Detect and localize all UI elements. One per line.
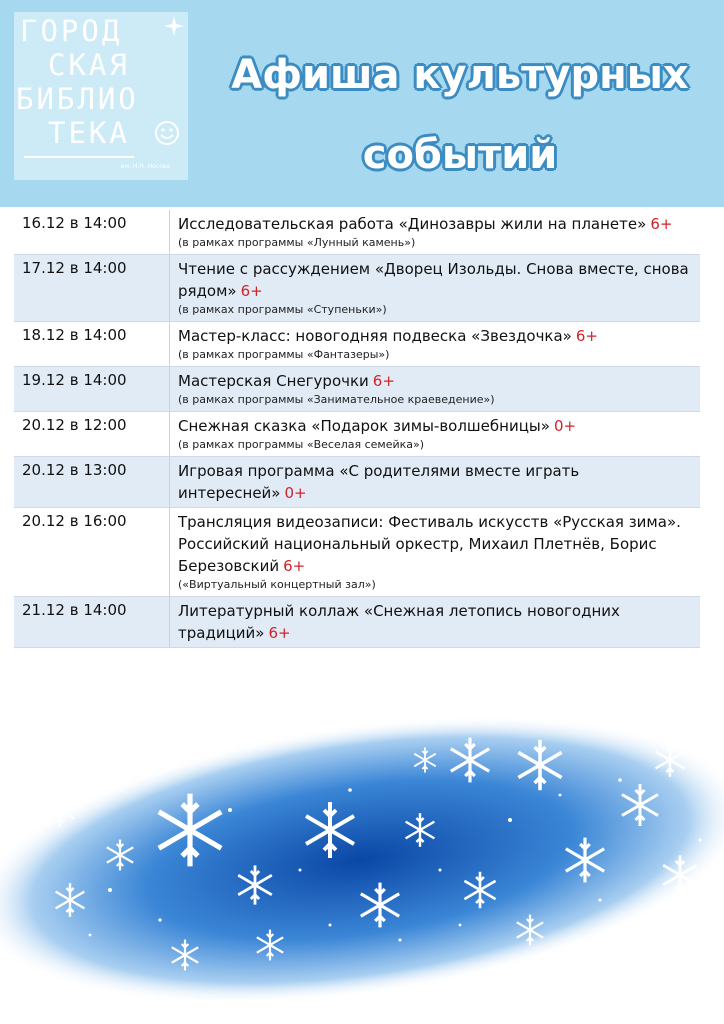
event-date: 16.12 в 14:00 [14,210,170,254]
event-date: 21.12 в 14:00 [14,597,170,647]
logo-line-2: СКАЯ [48,48,130,82]
age-rating-badge: 6+ [575,327,598,345]
event-title-line [178,511,694,577]
logo-subtitle: им. Н.Н. Носова [120,163,170,170]
smiley-icon [154,120,180,146]
event-title: Исследовательская работа «Динозавры жили на планете» [178,215,647,233]
header-banner [0,0,724,207]
event-details [170,597,700,647]
age-rating-badge: 6+ [268,624,291,642]
library-logo [14,12,188,180]
age-rating-badge: 6+ [650,215,673,233]
event-date: 19.12 в 14:00 [14,367,170,411]
event-title-line [178,415,694,437]
event-title: Литературный коллаж «Снежная летопись новогодних традиций» [178,602,620,642]
event-program-note: (в рамках программы «Лунный камень») [178,236,416,249]
event-title-line [178,600,694,644]
schedule-row [14,597,700,648]
event-date: 20.12 в 13:00 [14,457,170,507]
event-title: Трансляция видеозаписи: Фестиваль искусств «Русская зима». Российский национальный оркестр, Михаил Плетнёв, Борис Березовский [178,513,681,575]
age-rating-badge: 6+ [372,372,395,390]
event-details [170,367,700,411]
schedule-row [14,255,700,322]
schedule-row [14,210,700,255]
page-title-line-1: Афиша культурных [231,52,689,98]
event-title: Мастер-класс: новогодняя подвеска «Звездочка» [178,327,572,345]
schedule-row [14,367,700,412]
event-details [170,412,700,456]
logo-line-3: БИБЛИО [16,82,139,116]
event-details [170,210,700,254]
event-title-line [178,258,694,302]
logo-line-1: ГОРОД [20,14,123,48]
event-details [170,508,700,596]
event-title: Чтение с рассуждением «Дворец Изольды. Снова вместе, снова рядом» [178,260,689,300]
event-program-note: (в рамках программы «Фантазеры») [178,348,390,361]
event-schedule [14,210,700,648]
event-date: 17.12 в 14:00 [14,255,170,321]
event-title: Снежная сказка «Подарок зимы-волшебницы» [178,417,550,435]
event-program-note: (в рамках программы «Ступеньки») [178,303,387,316]
event-details [170,457,700,507]
age-rating-badge: 0+ [284,484,307,502]
event-program-note: («Виртуальный концертный зал») [178,578,376,591]
age-rating-badge: 0+ [553,417,577,435]
schedule-row [14,412,700,457]
schedule-row [14,322,700,367]
logo-line-4: ТЕКА [48,116,130,150]
event-title-line [178,325,694,347]
event-title: Игровая программа «С родителями вместе играть интересней» [178,462,580,502]
snowflakes-decoration [0,690,724,1024]
event-title: Мастерская Снегурочки [178,372,369,390]
event-date: 20.12 в 16:00 [14,508,170,596]
star-icon [164,16,184,36]
schedule-row [14,457,700,508]
event-date: 20.12 в 12:00 [14,412,170,456]
event-program-note: (в рамках программы «Занимательное краеведение») [178,393,495,406]
page-title-line-2: событий [362,132,558,178]
event-details [170,322,700,366]
age-rating-badge: 6+ [240,282,263,300]
book-icon [24,156,134,168]
schedule-row [14,508,700,597]
event-title-line [178,460,694,504]
age-rating-badge: 6+ [283,557,306,575]
event-date: 18.12 в 14:00 [14,322,170,366]
event-title-line [178,213,694,235]
event-title-line [178,370,694,392]
event-details [170,255,700,321]
event-program-note: (в рамках программы «Веселая семейка») [178,438,425,451]
